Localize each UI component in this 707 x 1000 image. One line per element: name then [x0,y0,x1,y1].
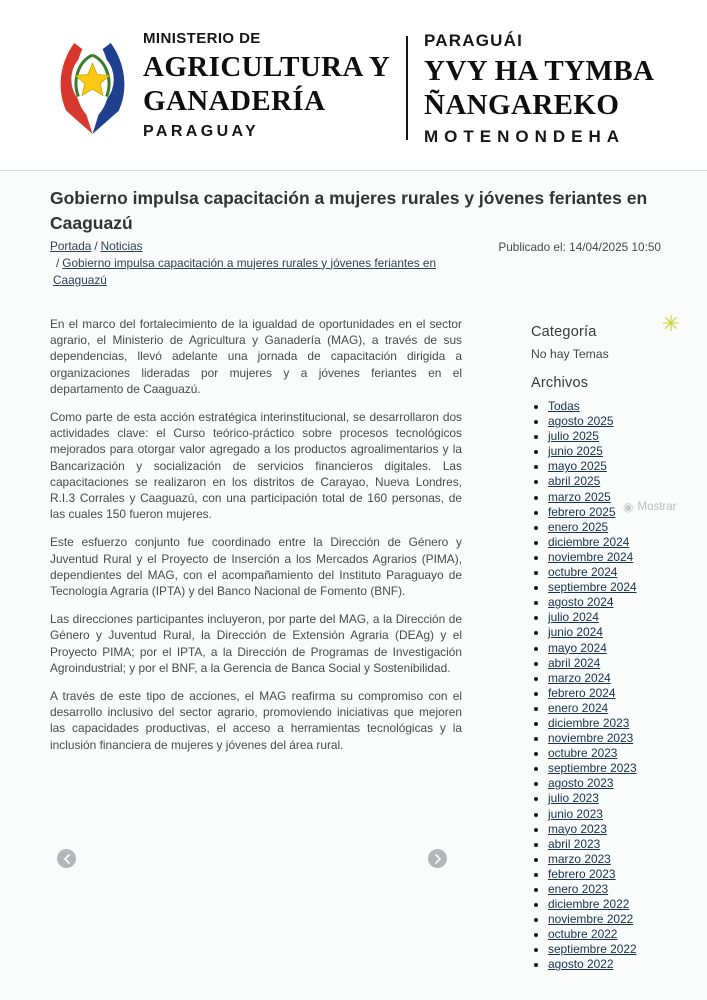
archive-link[interactable]: mayo 2024 [548,640,607,655]
archive-link[interactable]: junio 2025 [548,444,603,459]
archive-link[interactable]: noviembre 2023 [548,731,634,746]
archive-list-item [548,838,669,851]
archives-list [531,400,669,971]
archive-link[interactable]: septiembre 2024 [548,580,637,595]
archive-link[interactable]: abril 2023 [548,836,601,851]
accessibility-asterisk-icon: ✳ [661,311,681,336]
archive-link[interactable]: mayo 2023 [548,821,607,836]
sidebar [531,324,669,974]
archive-link[interactable]: diciembre 2022 [548,897,630,912]
archive-link[interactable]: julio 2023 [548,791,599,806]
chevron-left-icon [63,854,71,864]
archive-link[interactable]: marzo 2024 [548,670,611,685]
ministry-line-big-1: AGRICULTURA Y [143,51,391,83]
article-paragraph: En el marco del fortalecimiento de la igualdad de oportunidades en el sector agrario, el Ministerio de Agricultura y Ganadería (MAG), a través de sus dependencias, llevó adelante una jornada de capacitación dirigida a organizaciones lideradas por mujeres y a jóvenes feriantes en el departamento de Caaguazú. [50,317,462,396]
breadcrumb-link-portada[interactable]: Portada [50,239,92,253]
archive-list-item [548,823,669,836]
breadcrumb-link-current[interactable]: Gobierno impulsa capacitación a mujeres rurales y jóvenes feriantes en Caaguazú [53,255,437,287]
archive-list-item [548,611,669,624]
archive-link[interactable]: enero 2024 [548,700,609,715]
archive-list-item [548,883,669,896]
archive-list-item [548,732,669,745]
header-vertical-divider [406,36,408,140]
breadcrumb-row [50,255,488,289]
guarani-line-small: PARAGUÁI [424,31,524,50]
archive-link[interactable]: febrero 2023 [548,866,616,881]
breadcrumb [50,238,488,288]
archive-list-item [548,702,669,715]
archive-list-item [548,642,669,655]
breadcrumb-separator: / [56,255,60,270]
archive-link[interactable]: abril 2025 [548,474,601,489]
breadcrumb-row [50,238,488,255]
archive-link[interactable]: julio 2025 [548,429,599,444]
chevron-right-icon [434,854,442,864]
archive-list-item [548,430,669,443]
category-empty-text: No hay Temas [531,347,609,361]
archive-list-item [548,672,669,685]
archive-link[interactable]: Todas [548,399,580,413]
archive-list-item [548,687,669,700]
archive-list-item [548,460,669,473]
archive-link[interactable]: agosto 2022 [548,957,614,972]
archive-link[interactable]: mayo 2025 [548,459,607,474]
breadcrumb-separator: / [94,239,98,253]
archive-link[interactable]: septiembre 2023 [548,761,637,776]
archive-list-item [548,913,669,926]
guarani-name-block [424,31,654,147]
archive-list-item [548,853,669,866]
archive-list-item [548,928,669,941]
archive-list-item [548,596,669,609]
archive-list-item [548,536,669,549]
archive-list-item [548,581,669,594]
published-date: Publicado el: 14/04/2025 10:50 [498,240,661,254]
category-heading: Categoría [531,324,597,340]
archive-link[interactable]: febrero 2025 [548,504,616,519]
accessibility-widget-button[interactable] [657,310,685,338]
archives-heading: Archivos [531,375,589,391]
site-header [0,0,707,170]
article-paragraph: Este esfuerzo conjunto fue coordinado entre la Dirección de Género y Juventud Rural y el Proyecto de Inserción a los Mercados Agrarios (PIMA), dependientes del MAG, con el acompañamiento del Instituto Paraguayo de Tecnología Agraria (IPTA) y del Banco Nacional de Fomento (BNF). [50,535,462,599]
paraguay-coat-of-arms-logo[interactable] [52,40,133,136]
archive-link[interactable]: febrero 2024 [548,685,616,700]
archive-list-item [548,717,669,730]
archive-link[interactable]: agosto 2023 [548,776,614,791]
archive-list-item [548,415,669,428]
article-body [50,316,462,765]
archive-link[interactable]: junio 2023 [548,806,603,821]
show-tooltip-label: Mostrar [637,501,677,513]
ministry-line-small: MINISTERIO DE [143,30,261,47]
archive-link[interactable]: agosto 2025 [548,414,614,429]
archive-list-item [548,521,669,534]
archive-link[interactable]: marzo 2023 [548,851,611,866]
archive-list-item [548,747,669,760]
ministry-country: PARAGUAY [143,123,260,141]
archive-link[interactable]: octubre 2022 [548,927,618,942]
archive-link[interactable]: julio 2024 [548,610,599,625]
archive-link[interactable]: octubre 2024 [548,565,618,580]
archive-list-item [548,808,669,821]
archive-list-item [548,566,669,579]
archive-list-item [548,475,669,488]
show-tooltip[interactable] [620,500,679,514]
archive-list-item [548,626,669,639]
article-paragraph: A través de este tipo de acciones, el MAG reafirma su compromiso con el desarrollo inclusivo del sector agrario, promoviendo iniciativas que mejoren las capacidades productivas, el acceso a herramientas tecnológicas y la inclusión financiera de mujeres y jóvenes del área rural. [50,689,462,752]
archive-link[interactable]: noviembre 2022 [548,912,634,927]
page-title: Gobierno impulsa capacitación a mujeres rurales y jóvenes feriantes en Caaguazú [50,188,648,233]
carousel-next-button[interactable] [428,849,447,868]
archive-link[interactable]: diciembre 2024 [548,534,630,549]
guarani-line-big-1: YVY HA TYMBA [424,55,655,87]
archive-list-item [548,792,669,805]
archive-list-item [548,958,669,971]
archive-list-item [548,943,669,956]
ministry-line-big-2: GANADERÍA [143,85,326,118]
article-paragraph: Las direcciones participantes incluyeron, por parte del MAG, a la Dirección de Género y Juventud Rural, la Dirección de Extensión Agraria (DEAg) y el Proyecto PIMA; por el IPTA, a la Dirección de Programas de Investigación Agroindustrial; y por el BNF, a la Gerencia de Banca Social y Sostenibilidad. [50,612,462,675]
guarani-line-big-2: ÑANGAREKO [424,89,620,122]
carousel-prev-button[interactable] [57,849,76,868]
archive-list-item [548,400,669,413]
archive-list-item [548,898,669,911]
archive-link[interactable]: junio 2024 [548,625,603,640]
archive-link[interactable]: marzo 2025 [548,489,611,504]
archive-list-item [548,777,669,790]
archive-link[interactable]: enero 2023 [548,882,609,896]
breadcrumb-link-noticias[interactable]: Noticias [100,239,143,253]
ministry-name-block [143,30,390,141]
article-paragraph: Como parte de esta acción estratégica interinstitucional, se desarrollaron dos actividades clave: el Curso teórico-práctico sobre procesos tecnológicos mejorados para otorgar valor agregado a los productos agroalimentarios y la Bancarización y socialización de servicios financieros digitales. Las capacitaciones se realizaron en los distritos de Carayao, Nueva Londres, R.I.3 Corrales y Caaguazú, con una participación total de 160 personas, de las cuales 150 fueron mujeres. [50,410,462,522]
guarani-line-bottom: MOTENONDEHA [424,127,626,147]
archive-list-item [548,551,669,564]
archive-list-item [548,762,669,775]
archive-list-item [548,868,669,881]
archive-list-item [548,657,669,670]
archive-link[interactable]: octubre 2023 [548,746,618,761]
archive-link[interactable]: noviembre 2024 [548,549,634,564]
archive-list-item [548,445,669,458]
eye-icon: ◉ [623,500,634,514]
archive-link[interactable]: enero 2025 [548,519,609,534]
archive-link[interactable]: agosto 2024 [548,595,614,610]
archive-link[interactable]: septiembre 2022 [548,942,637,957]
archive-link[interactable]: diciembre 2023 [548,715,630,730]
archive-link[interactable]: abril 2024 [548,655,601,670]
